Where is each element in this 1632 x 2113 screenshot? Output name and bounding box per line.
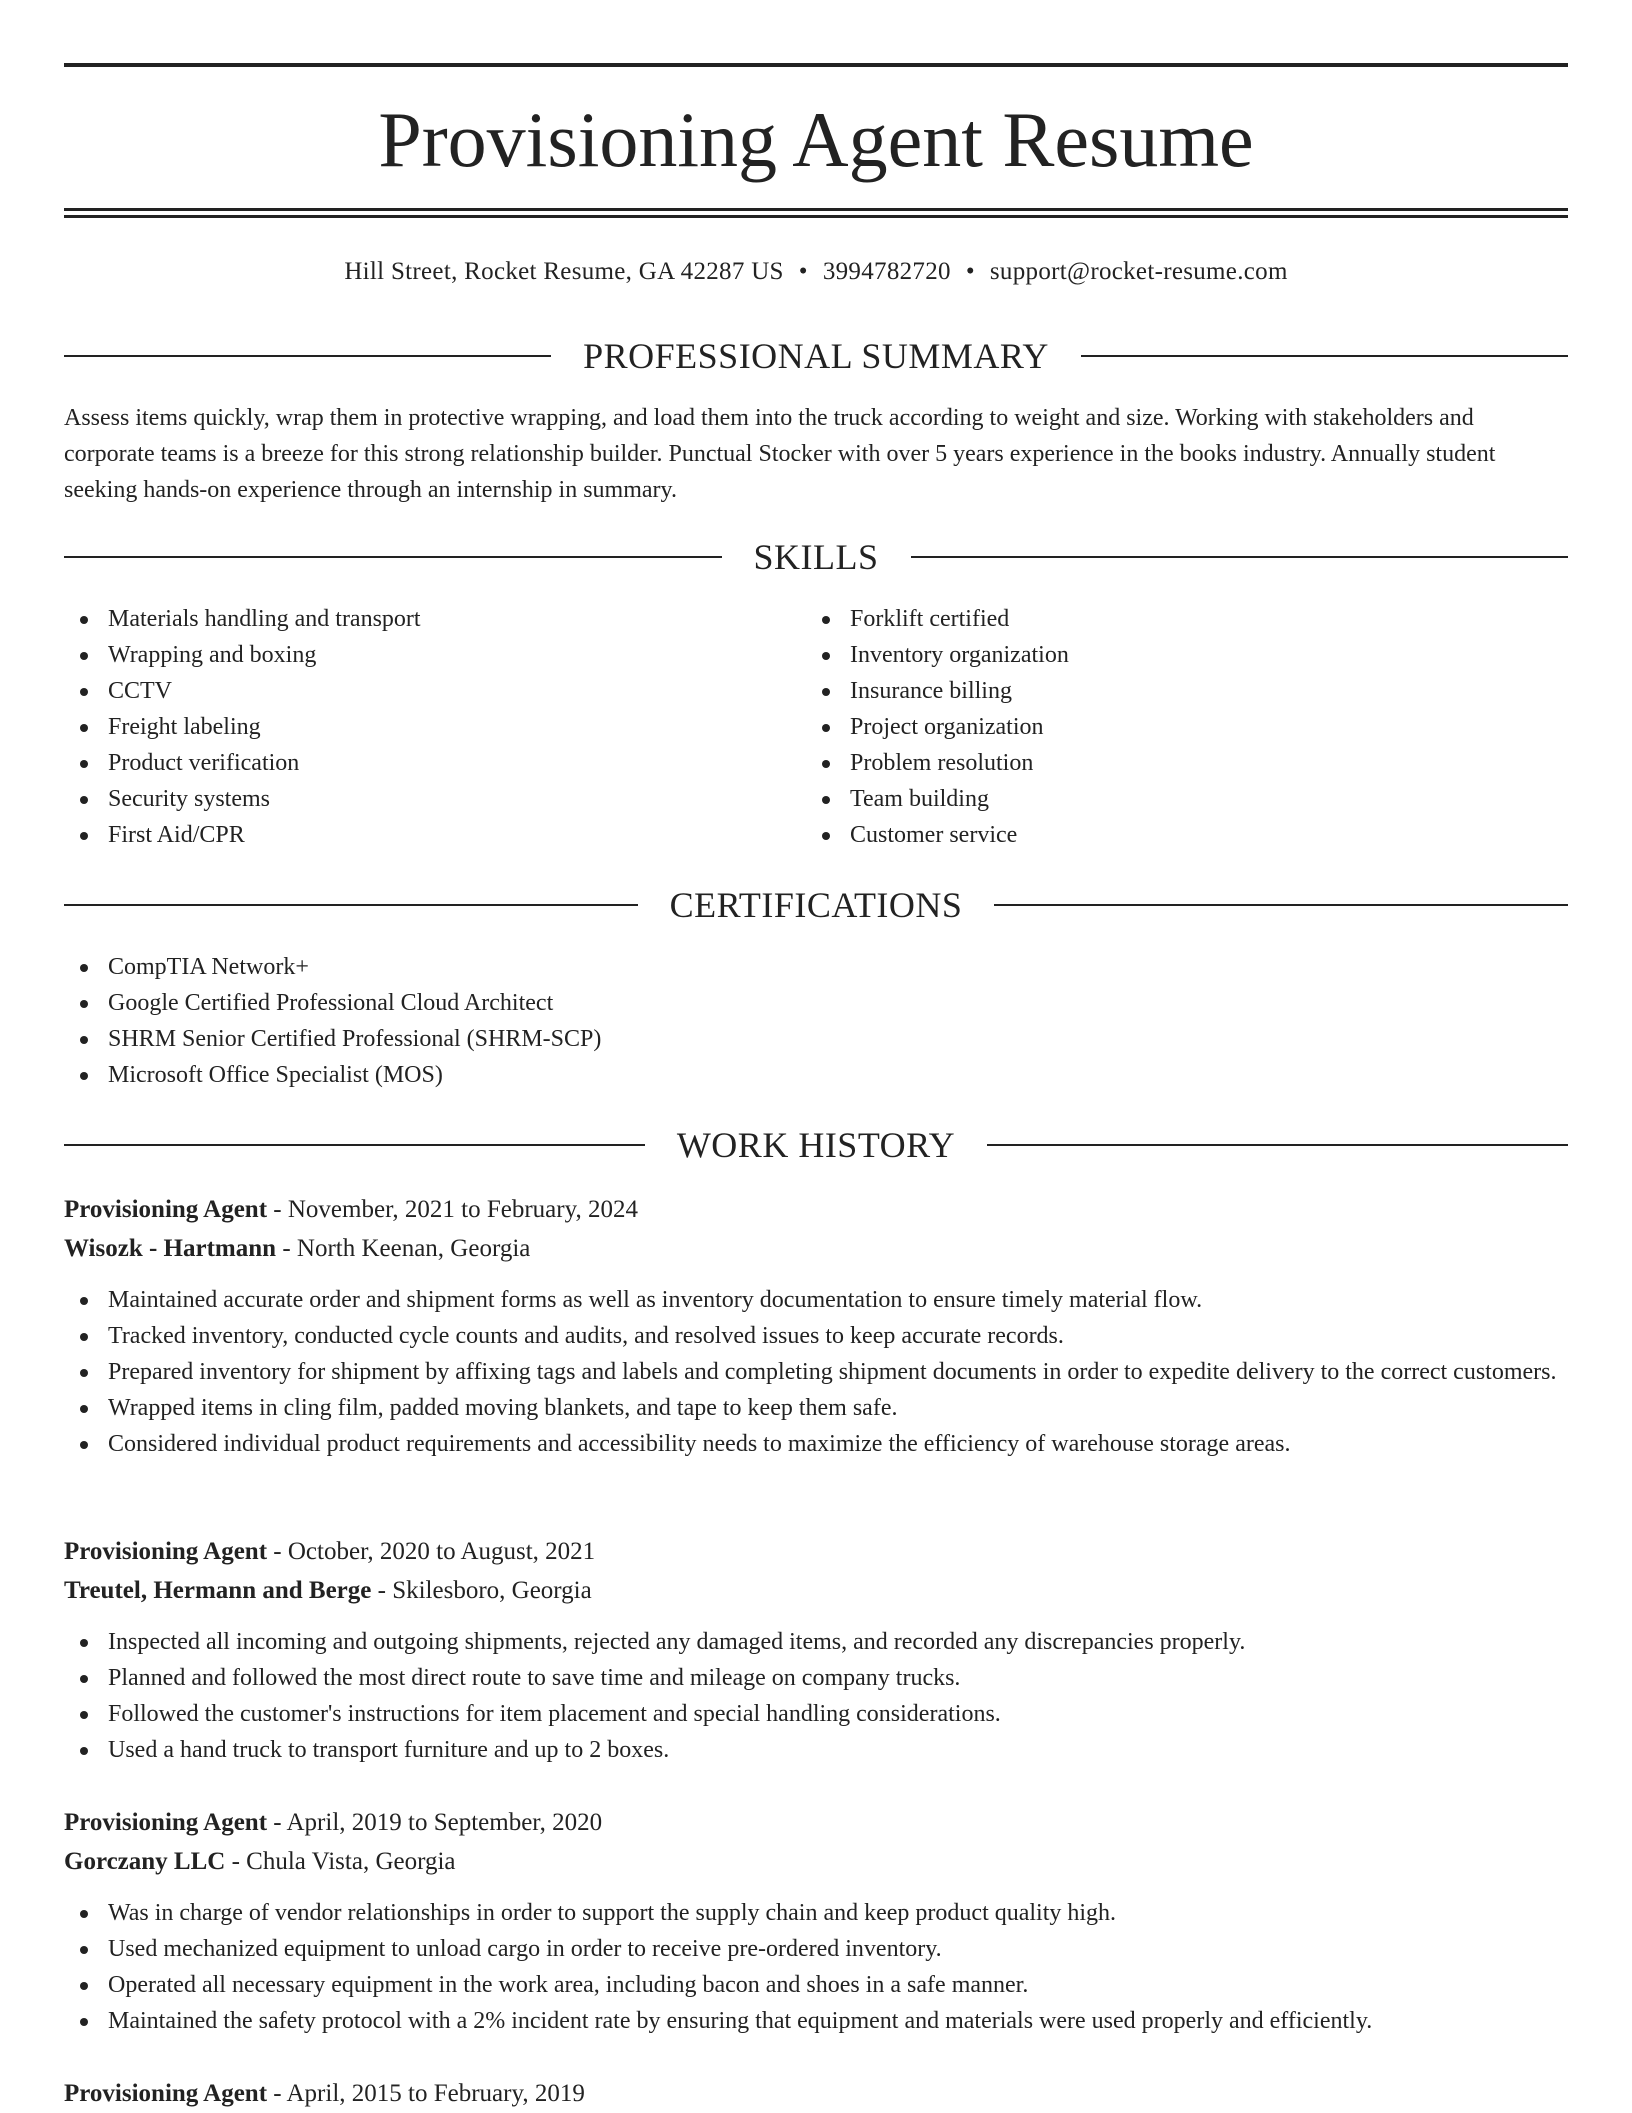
job-dates: April, 2019 to September, 2020 xyxy=(286,1809,603,1836)
skill-item: Wrapping and boxing xyxy=(64,637,764,673)
job-dates: October, 2020 to August, 2021 xyxy=(287,1538,596,1565)
certification-list xyxy=(64,949,1568,1093)
job-bullet: Operated all necessary equipment in the work area, including bacon and shoes in a safe manner. xyxy=(64,1967,1568,2003)
section-title-certifications: CERTIFICATIONS xyxy=(669,885,963,925)
heading-rule-left xyxy=(64,556,722,558)
skills-list-right xyxy=(806,601,1506,853)
job-dash: - xyxy=(371,1577,393,1604)
heading-rule-left xyxy=(64,355,551,357)
job-company: Treutel, Hermann and Berge xyxy=(64,1577,372,1604)
job-title-line xyxy=(64,1190,1568,1229)
resume-title: Provisioning Agent Resume xyxy=(378,96,1254,183)
job-title: Provisioning Agent xyxy=(64,2080,268,2107)
skill-item: Customer service xyxy=(806,817,1506,853)
skill-item: Freight labeling xyxy=(64,709,764,745)
job-dash: - xyxy=(267,1196,288,1223)
job-bullet: Considered individual product requirements and accessibility needs to maximize the efficiency of warehouse storage areas. xyxy=(64,1426,1568,1462)
job-entry xyxy=(64,1803,1568,2039)
job-bullet: Used a hand truck to transport furniture and up to 2 boxes. xyxy=(64,1732,1568,1768)
certification-item: Google Certified Professional Cloud Architect xyxy=(64,985,1568,1021)
job-entry xyxy=(64,2074,1568,2113)
job-bullet: Maintained accurate order and shipment forms as well as inventory documentation to ensure timely material flow. xyxy=(64,1282,1568,1318)
job-company: Wisozk - Hartmann xyxy=(64,1235,277,1262)
job-entry xyxy=(64,1532,1568,1768)
contact-separator: • xyxy=(965,258,975,285)
heading-rule-right xyxy=(987,1144,1568,1146)
heading-rule-left xyxy=(64,904,638,906)
job-bullet: Maintained the safety protocol with a 2% incident rate by ensuring that equipment and materials were used properly and efficiently. xyxy=(64,2003,1568,2039)
certification-item: CompTIA Network+ xyxy=(64,949,1568,985)
job-company-line xyxy=(64,1229,1568,1268)
contact-separator: • xyxy=(798,258,808,285)
skill-item: Problem resolution xyxy=(806,745,1506,781)
job-bullet: Inspected all incoming and outgoing shipments, rejected any damaged items, and recorded any discrepancies properly. xyxy=(64,1624,1568,1660)
job-bullet: Wrapped items in cling film, padded moving blankets, and tape to keep them safe. xyxy=(64,1390,1568,1426)
job-company-line xyxy=(64,1571,1568,1610)
job-bullet: Planned and followed the most direct route to save time and mileage on company trucks. xyxy=(64,1660,1568,1696)
job-bullet: Prepared inventory for shipment by affixing tags and labels and completing shipment documents in order to expedite delivery to the correct customers. xyxy=(64,1354,1568,1390)
section-title-summary: PROFESSIONAL SUMMARY xyxy=(583,336,1049,376)
job-bullet: Was in charge of vendor relationships in order to support the supply chain and keep product quality high. xyxy=(64,1895,1568,1931)
skill-item: CCTV xyxy=(64,673,764,709)
skill-item: Project organization xyxy=(806,709,1506,745)
job-dates: November, 2021 to February, 2024 xyxy=(287,1196,638,1223)
section-title-work-history: WORK HISTORY xyxy=(676,1125,956,1165)
job-bullet-list xyxy=(64,1895,1568,2039)
job-location: Chula Vista, Georgia xyxy=(246,1848,456,1875)
job-dash: - xyxy=(267,1538,288,1565)
job-title: Provisioning Agent xyxy=(64,1809,268,1836)
heading-rule-right xyxy=(1081,355,1568,357)
section-heading-skills xyxy=(64,535,1568,579)
section-title-skills: SKILLS xyxy=(753,537,879,577)
skill-item: Materials handling and transport xyxy=(64,601,764,637)
heading-rule-left xyxy=(64,1144,645,1146)
job-bullet: Followed the customer's instructions for item placement and special handling considerations. xyxy=(64,1696,1568,1732)
contact-address: Hill Street, Rocket Resume, GA 42287 US xyxy=(344,258,784,285)
job-title-line xyxy=(64,1803,1568,1842)
job-dash: - xyxy=(225,1848,247,1875)
certification-item: SHRM Senior Certified Professional (SHRM-SCP) xyxy=(64,1021,1568,1057)
skill-item: Forklift certified xyxy=(806,601,1506,637)
job-location: Skilesboro, Georgia xyxy=(392,1577,592,1604)
job-title: Provisioning Agent xyxy=(64,1196,268,1223)
job-dash: - xyxy=(276,1235,297,1262)
skill-item: Inventory organization xyxy=(806,637,1506,673)
heading-rule-right xyxy=(911,556,1569,558)
job-dates: April, 2015 to February, 2019 xyxy=(286,2080,585,2107)
header-double-rule xyxy=(64,208,1568,218)
skill-item: First Aid/CPR xyxy=(64,817,764,853)
job-bullet: Used mechanized equipment to unload cargo in order to receive pre-ordered inventory. xyxy=(64,1931,1568,1967)
skill-item: Product verification xyxy=(64,745,764,781)
contact-email: support@rocket-resume.com xyxy=(989,258,1288,285)
header-top-rule xyxy=(64,63,1568,67)
job-entry xyxy=(64,1190,1568,1462)
section-heading-summary xyxy=(64,334,1568,378)
heading-rule-right xyxy=(994,904,1568,906)
contact-line xyxy=(64,254,1568,290)
certification-item: Microsoft Office Specialist (MOS) xyxy=(64,1057,1568,1093)
skill-item: Insurance billing xyxy=(806,673,1506,709)
job-company: Gorczany LLC xyxy=(64,1848,226,1875)
job-bullet-list xyxy=(64,1282,1568,1462)
skills-list-left xyxy=(64,601,764,853)
job-bullet: Tracked inventory, conducted cycle counts and audits, and resolved issues to keep accurate records. xyxy=(64,1318,1568,1354)
job-dash: - xyxy=(267,2080,287,2107)
job-title-line xyxy=(64,2074,1568,2113)
job-title-line xyxy=(64,1532,1568,1571)
job-location: North Keenan, Georgia xyxy=(296,1235,531,1262)
job-dash: - xyxy=(267,1809,287,1836)
section-heading-certifications xyxy=(64,883,1568,927)
contact-phone: 3994782720 xyxy=(822,258,951,285)
skill-item: Security systems xyxy=(64,781,764,817)
job-bullet-list xyxy=(64,1624,1568,1768)
summary-text: Assess items quickly, wrap them in protective wrapping, and load them into the truck according to weight and size. Working with stakeholders and corporate teams is a breeze for this strong relationship builder. Punctual Stocker with over 5 years experience in the books industry. Annually student seeking hands-on experience through an internship in summary. xyxy=(64,405,1496,503)
job-company-line xyxy=(64,1842,1568,1881)
job-title: Provisioning Agent xyxy=(64,1538,268,1565)
section-heading-work-history xyxy=(64,1123,1568,1167)
skill-item: Team building xyxy=(806,781,1506,817)
